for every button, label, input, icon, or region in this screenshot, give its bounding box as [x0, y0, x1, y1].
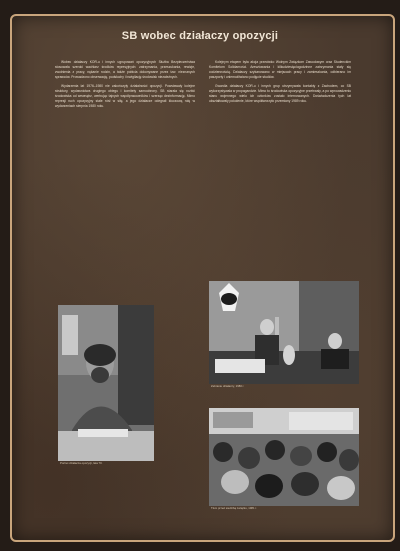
text-column-right	[209, 60, 351, 108]
paragraph: Wydarzenia lat 1976–1980 nie zakończyły działalności opozycji. Powstawały kolejne struktury, wydawnictwa drugiego obiegu i komitety samoobrony. SB starała się rozbić środowiska od wewnątrz, werbując tajnych współpracowników i szerząc dezinformację. Mimo represji ruch opozycyjny stale rósł w siłę, a jego działacze odegrali kluczową rolę w wydarzeniach sierpnia 1980 roku.	[55, 83, 195, 109]
paragraph: Kolejnym etapem była akcja przeciwko Wolnym Związkom Zawodowym oraz Studenckim Komitetom Solidarności. Aresztowania i kilkudziesięciogodzinne zatrzymania stały się codziennością. Działaczy szykanowano w miejscach pracy i zamieszkania, odbierano im paszporty i uniemożliwiano podjęcie studiów.	[209, 60, 351, 80]
text-column-left	[55, 60, 195, 113]
portrait-photo	[58, 305, 154, 461]
paragraph: Wobec działaczy KOR-u i innych ugrupowań opozycyjnych Służba Bezpieczeństwa stosowała szeroki wachlarz środków represyjnych: zatrzymania, przeszukania, rewizje, zwolnienia z pracy, nękanie rodzin, a także pobicia dokonywane przez tzw. nieznanych sprawców. Prowadzono obserwację, podsłuchy i inwigilację środowisk niezależnych.	[55, 60, 195, 80]
meeting-photo	[209, 281, 359, 384]
page-title: SB wobec działaczy opozycji	[121, 30, 279, 42]
photo-caption: Tłum przed siedzibą związku, 1981 r.	[211, 506, 257, 510]
crowd-photo	[209, 408, 359, 506]
paragraph: Gwardia działaczy KOR-u i innych grup utrzymywała kontakty z Zachodem, co SB wykorzystywała w propagandzie. Mimo to środowiska opozycyjne przetrwały, a po wprowadzeniu stanu wojennego wielu ich członków zostało internowanych. Doświadczenia tych lat ukształtowały pokolenie, które współtworzyło przemiany 1989 roku.	[209, 83, 351, 104]
photo-caption: Portret działacza opozycji, lata 70.	[60, 461, 103, 465]
photo-caption: Zebranie działaczy, 1980 r.	[211, 384, 245, 388]
